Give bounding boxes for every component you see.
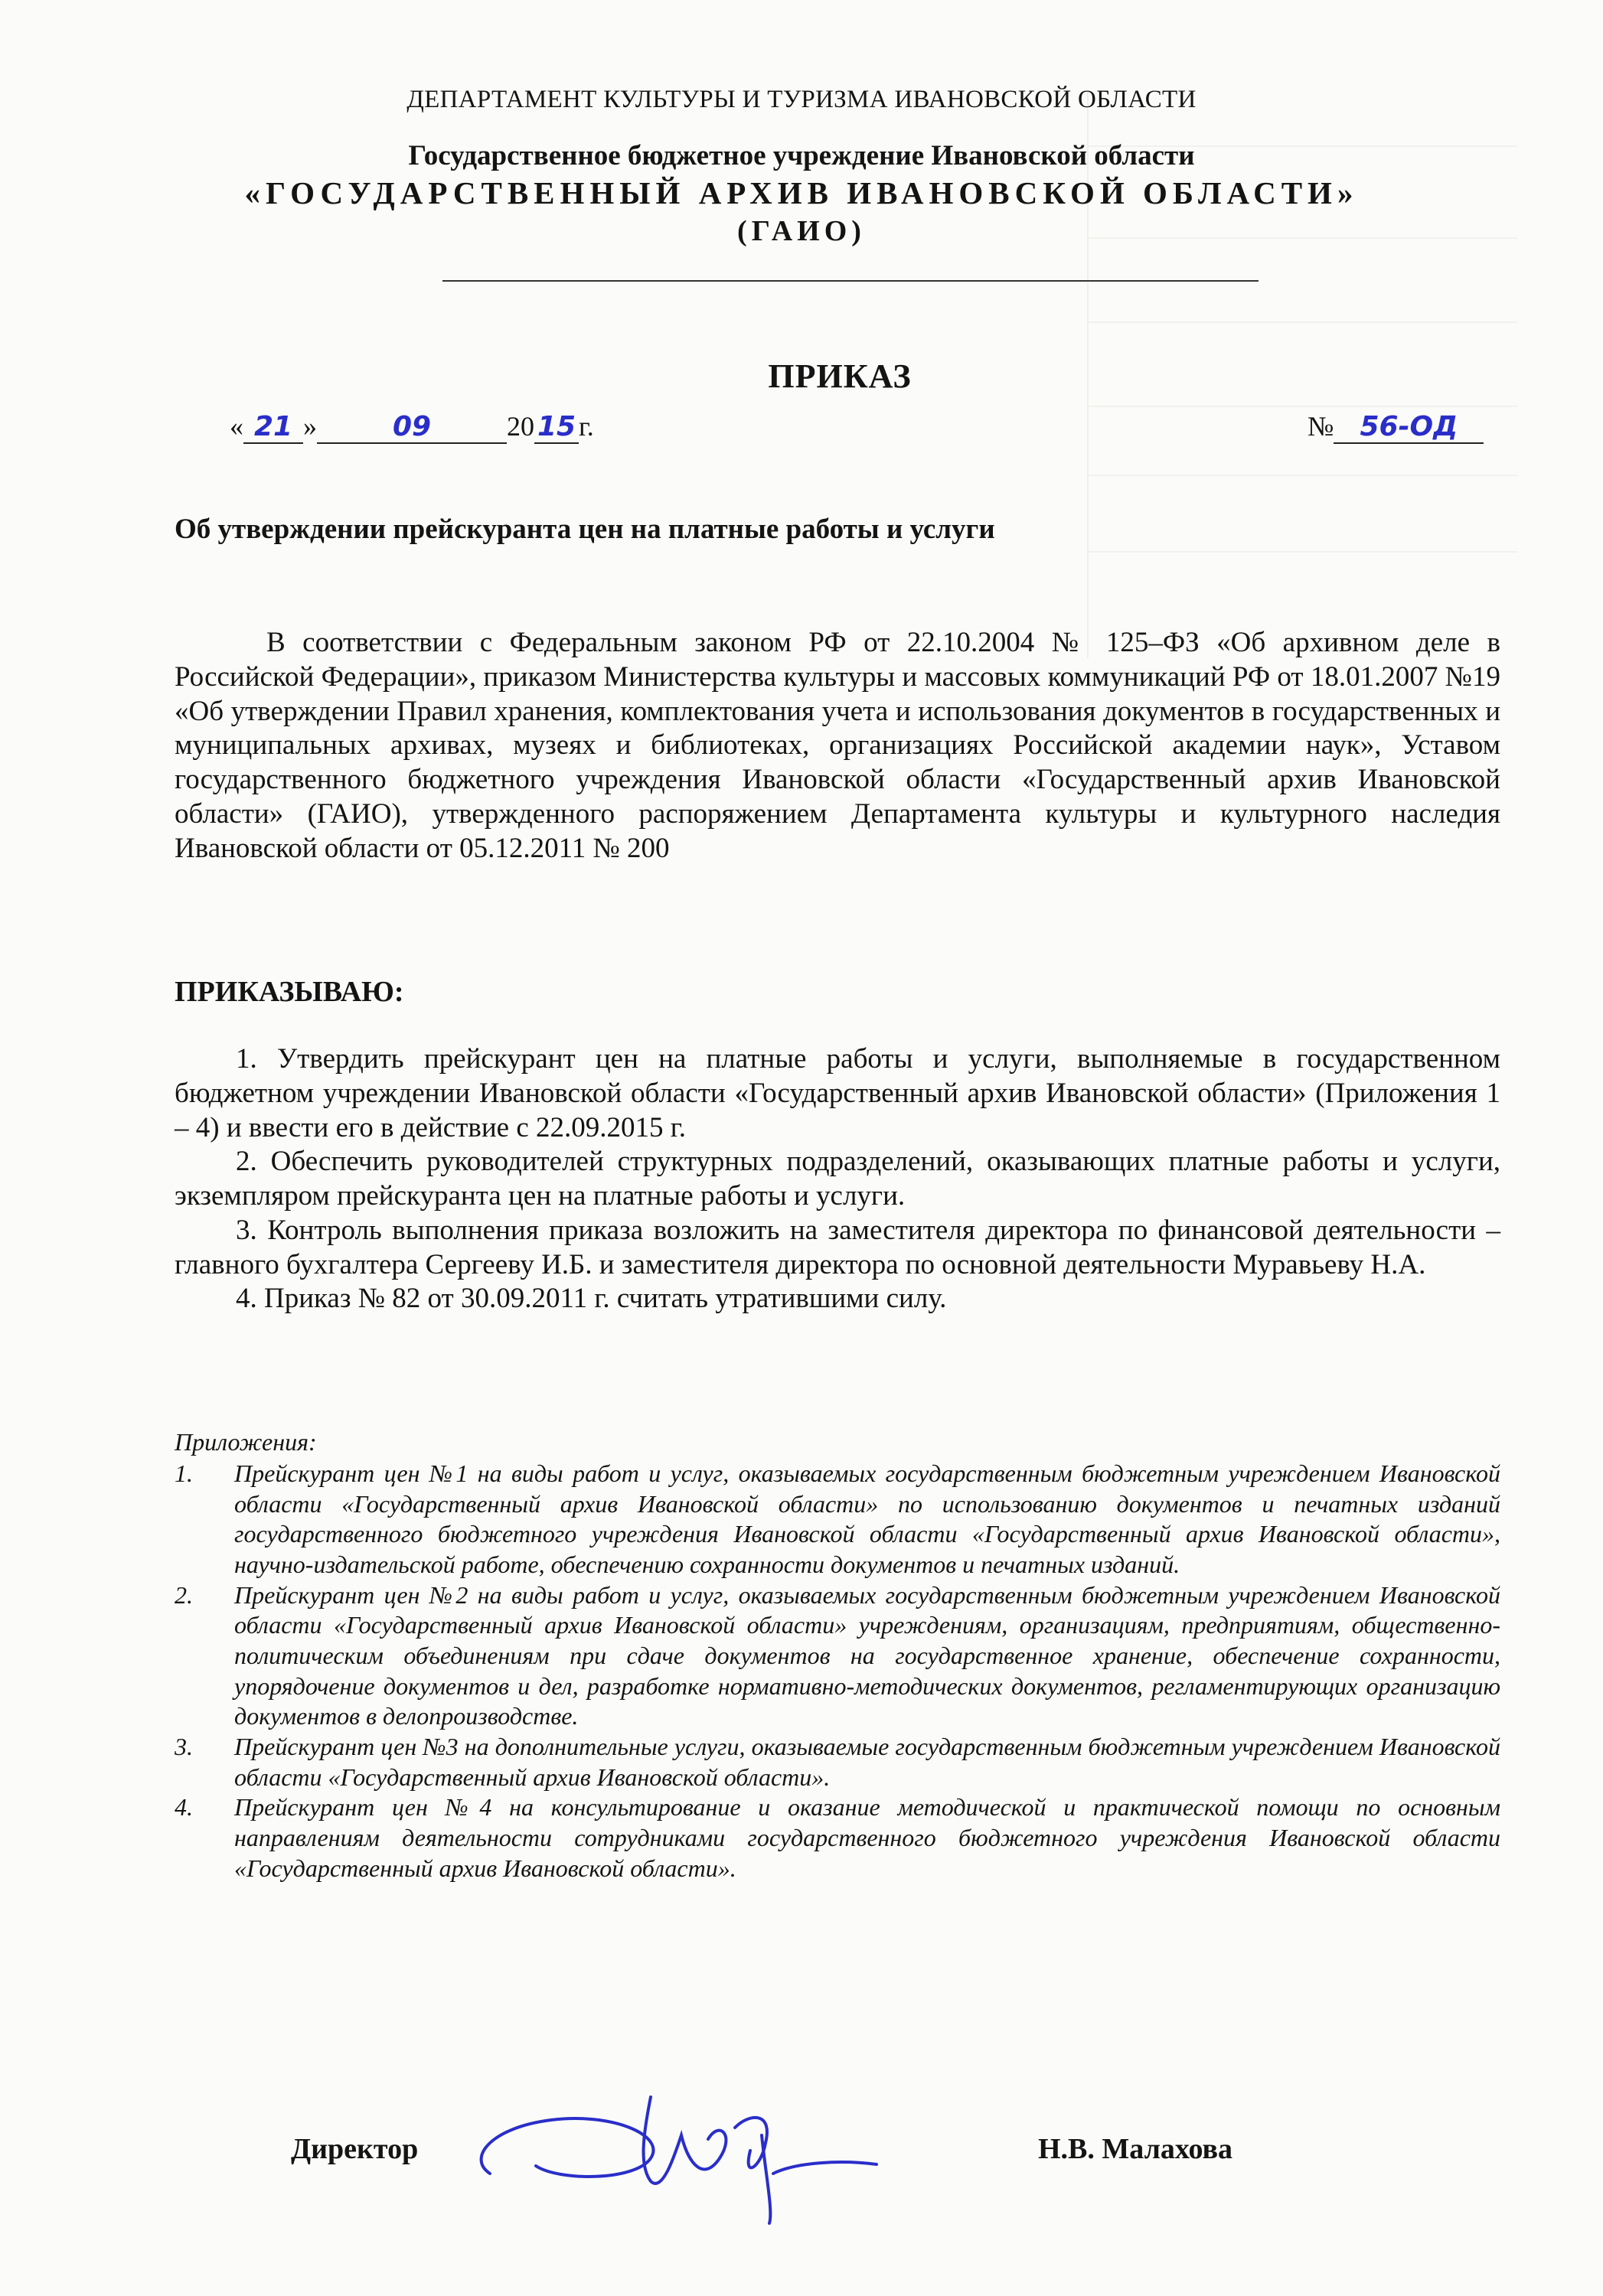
appendix-number: 3. [175, 1733, 193, 1761]
order-heading: ПРИКАЗЫВАЮ: [175, 976, 404, 1008]
order-items [175, 1042, 1500, 1316]
appendix-number: 1. [175, 1459, 193, 1487]
order-number-value: 56-ОД [1334, 411, 1484, 444]
order-number [1308, 410, 1484, 444]
appendix-item [175, 1732, 1500, 1792]
date-year-unit: г. [579, 411, 594, 442]
institution-name: «ГОСУДАРСТВЕННЫЙ АРХИВ ИВАНОВСКОЙ ОБЛАСТИ» [244, 175, 1359, 210]
institution-abbreviation: (ГАИО) [737, 215, 866, 247]
order-date [230, 410, 594, 444]
preamble-text: В соответствии с Федеральным законом РФ от 22.10.2004 № 125–ФЗ «Об архивном деле в Российской Федерации», приказом Министерства культуры и массовых коммуникаций РФ от 18.01.2007 №19 «Об утверждении Правил хранения, комплектования учета и использования документов в государственных и муниципальных архивах, музеях и библиотеках, организациях Российской академии наук», Уставом государственного бюджетного учреждения Ивановской области «Государственный архив Ивановской области» (ГАИО), утвержденного распоряжением Департамента культуры и культурного наследия Ивановской области от 05.12.2011 № 200 [175, 627, 1500, 864]
signatory-title: Директор [291, 2133, 419, 2165]
appendix-item [175, 1580, 1500, 1732]
handwritten-signature [459, 2066, 888, 2227]
appendix-item [175, 1792, 1500, 1883]
appendix-number: 2. [175, 1580, 193, 1609]
department-name: ДЕПАРТАМЕНТ КУЛЬТУРЫ И ТУРИЗМА ИВАНОВСКОЙ ОБЛАСТИ [406, 86, 1197, 113]
order-item: 4. Приказ № 82 от 30.09.2011 г. считать утратившими силу. [236, 1283, 947, 1315]
document-title: ПРИКАЗ [768, 357, 912, 395]
date-month: 09 [317, 411, 507, 444]
appendix-heading: Приложения: [175, 1428, 317, 1456]
appendix-text: Прейскурант цен №2 на виды работ и услуг, оказываемых государственным бюджетным учреждением Ивановской области «Государственный архив Ивановской области» учреждениям, организациям, предприятиям, общественно-политическим объединениям при сдаче документов на государственное хранение, обеспечение сохранности, упорядочение документов и дел, разработке нормативно-методических документов, регламентирующих организацию документов в делопроизводстве. [234, 1580, 1500, 1730]
appendix-list [175, 1459, 1500, 1883]
preamble [175, 626, 1500, 866]
date-year-suffix: 15 [534, 411, 579, 444]
appendix-item [175, 1459, 1500, 1580]
order-subject: Об утверждении прейскуранта цен на платные работы и услуги [175, 514, 995, 545]
signatory-name: Н.В. Малахова [1038, 2133, 1233, 2165]
order-item: 1. Утвердить прейскурант цен на платные работы и услуги, выполняемые в государственном бюджетном учреждении Ивановской области «Государственный архив Ивановской области» (Приложения 1 – 4) и ввести его в действие с 22.09.2015 г. [175, 1043, 1500, 1143]
order-item: 2. Обеспечить руководителей структурных подразделений, оказывающих платные работы и услуги, экземпляром прейскуранта цен на платные работы и услуги. [175, 1146, 1500, 1212]
appendix-number: 4. [175, 1793, 193, 1821]
header-divider [442, 280, 1259, 282]
institution-type: Государственное бюджетное учреждение Ивановской области [408, 140, 1195, 171]
date-open-quote: « [230, 411, 243, 442]
number-sign: № [1308, 411, 1334, 442]
appendix-text: Прейскурант цен №3 на дополнительные услуги, оказываемые государственным бюджетным учреждением Ивановской области «Государственный архив Ивановской области». [234, 1733, 1500, 1791]
date-close-quote: » [303, 411, 317, 442]
date-year-prefix: 20 [507, 411, 534, 442]
appendix-text: Прейскурант цен №4 на консультирование и оказание методической и практической помощи по основным направлениям деятельности сотрудниками государственного бюджетного учреждения Ивановской области «Государственный архив Ивановской области». [234, 1793, 1500, 1882]
appendix-text: Прейскурант цен №1 на виды работ и услуг, оказываемых государственным бюджетным учреждением Ивановской области «Государственный архив Ивановской области» по использованию документов и печатных изданий государственного бюджетного учреждения Ивановской области «Государственный архив Ивановской области», научно-издательской работе, обеспечению сохранности документов и печатных изданий. [234, 1459, 1500, 1579]
order-item: 3. Контроль выполнения приказа возложить на заместителя директора по финансовой деятельности – главного бухгалтера Сергееву И.Б. и заместителя директора по основной деятельности Муравьеву Н.А. [175, 1214, 1500, 1280]
date-day: 21 [243, 411, 303, 444]
